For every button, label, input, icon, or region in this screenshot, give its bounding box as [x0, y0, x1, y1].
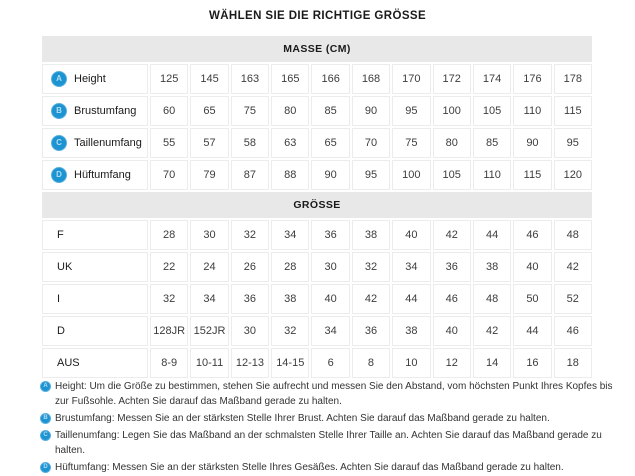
value-cell: 70 — [352, 128, 390, 158]
row-label-cell — [42, 160, 148, 190]
letter-badge-d-icon: D — [51, 167, 67, 183]
letter-badge-a-icon: A — [40, 381, 51, 392]
value-cell: 105 — [473, 96, 511, 126]
value-cell: 125 — [150, 64, 188, 94]
value-cell: 80 — [433, 128, 471, 158]
value-cell: 65 — [190, 96, 228, 126]
value-cell: 46 — [513, 220, 551, 250]
row-label-cell — [42, 316, 148, 346]
value-cell: 32 — [150, 284, 188, 314]
value-cell: 30 — [190, 220, 228, 250]
row-label-text: Height — [74, 73, 106, 85]
value-cell: 80 — [271, 96, 309, 126]
value-cell: 120 — [554, 160, 592, 190]
footnote-item — [40, 379, 618, 409]
value-cell: 14-15 — [271, 348, 309, 378]
value-cell: 88 — [271, 160, 309, 190]
value-cell: 46 — [554, 316, 592, 346]
value-cell: 90 — [352, 96, 390, 126]
value-cell: 44 — [473, 220, 511, 250]
row-label-text: UK — [57, 261, 73, 273]
value-cell: 44 — [392, 284, 430, 314]
value-cell: 36 — [433, 252, 471, 282]
letter-badge-c-icon: C — [51, 135, 67, 151]
value-cell: 36 — [311, 220, 349, 250]
value-cell: 48 — [473, 284, 511, 314]
footnote-item — [40, 428, 618, 458]
value-cell: 32 — [271, 316, 309, 346]
row-label-text: D — [57, 325, 65, 337]
value-cell: 170 — [392, 64, 430, 94]
value-cell: 60 — [150, 96, 188, 126]
value-cell: 16 — [513, 348, 551, 378]
value-cell: 36 — [231, 284, 269, 314]
value-cell: 28 — [271, 252, 309, 282]
letter-badge-c-icon: C — [40, 430, 51, 441]
value-cell: 44 — [513, 316, 551, 346]
value-cell: 57 — [190, 128, 228, 158]
value-cell: 12-13 — [231, 348, 269, 378]
value-cell: 52 — [554, 284, 592, 314]
value-cell: 40 — [311, 284, 349, 314]
value-cell: 18 — [554, 348, 592, 378]
value-cell: 85 — [473, 128, 511, 158]
row-label-cell — [42, 284, 148, 314]
value-cell: 75 — [392, 128, 430, 158]
value-cell: 26 — [231, 252, 269, 282]
value-cell: 110 — [513, 96, 551, 126]
row-label-text: I — [57, 293, 61, 305]
value-cell: 36 — [352, 316, 390, 346]
row-label-text: Taillenumfang — [74, 137, 142, 149]
value-cell: 22 — [150, 252, 188, 282]
value-cell: 163 — [231, 64, 269, 94]
letter-badge-b-icon: B — [40, 413, 51, 424]
value-cell: 40 — [513, 252, 551, 282]
value-cell: 63 — [271, 128, 309, 158]
letter-badge-d-icon: D — [40, 462, 51, 473]
value-cell: 166 — [311, 64, 349, 94]
value-cell: 79 — [190, 160, 228, 190]
value-cell: 85 — [311, 96, 349, 126]
value-cell: 38 — [271, 284, 309, 314]
value-cell: 65 — [311, 128, 349, 158]
value-cell: 30 — [311, 252, 349, 282]
footnote-item — [40, 411, 618, 426]
value-cell: 145 — [190, 64, 228, 94]
value-cell: 6 — [311, 348, 349, 378]
sizes-section-header: GRÖSSE — [42, 192, 592, 218]
measurements-table — [42, 64, 592, 190]
value-cell: 10 — [392, 348, 430, 378]
value-cell: 28 — [150, 220, 188, 250]
value-cell: 152JR — [190, 316, 228, 346]
value-cell: 165 — [271, 64, 309, 94]
page-title: WÄHLEN SIE DIE RICHTIGE GRÖSSE — [208, 10, 427, 22]
value-cell: 174 — [473, 64, 511, 94]
footnote-text: Taillenumfang: Legen Sie das Maßband an der schmalsten Stelle Ihrer Taille an. Achten Sie darauf das Maßband gerade zu halten. — [55, 430, 602, 456]
row-label-text: AUS — [57, 357, 80, 369]
value-cell: 40 — [392, 220, 430, 250]
value-cell: 95 — [352, 160, 390, 190]
footnote-text: Height: Um die Größe zu bestimmen, stehen Sie aufrecht und messen Sie den Abstand, vom höchsten Punkt Ihres Kopfes bis zur Fußsohle. Achten Sie darauf das Maßband gerade zu halten. — [55, 381, 613, 407]
row-label-text: Brustumfang — [74, 105, 137, 117]
footnote-text: Brustumfang: Messen Sie an der stärksten Stelle Ihrer Brust. Achten Sie darauf das Maßband gerade zu halten. — [55, 413, 550, 424]
value-cell: 50 — [513, 284, 551, 314]
value-cell: 87 — [231, 160, 269, 190]
footnotes — [40, 379, 618, 476]
footnote-item — [40, 460, 618, 475]
value-cell: 75 — [231, 96, 269, 126]
value-cell: 42 — [554, 252, 592, 282]
value-cell: 110 — [473, 160, 511, 190]
value-cell: 8 — [352, 348, 390, 378]
value-cell: 128JR — [150, 316, 188, 346]
value-cell: 90 — [311, 160, 349, 190]
value-cell: 105 — [433, 160, 471, 190]
value-cell: 40 — [433, 316, 471, 346]
value-cell: 34 — [271, 220, 309, 250]
value-cell: 42 — [433, 220, 471, 250]
row-label-cell — [42, 220, 148, 250]
value-cell: 14 — [473, 348, 511, 378]
value-cell: 42 — [352, 284, 390, 314]
value-cell: 70 — [150, 160, 188, 190]
value-cell: 95 — [392, 96, 430, 126]
value-cell: 100 — [433, 96, 471, 126]
value-cell: 58 — [231, 128, 269, 158]
row-label-cell — [42, 348, 148, 378]
value-cell: 55 — [150, 128, 188, 158]
row-label-cell — [42, 96, 148, 126]
row-label-cell — [42, 252, 148, 282]
row-label-text: F — [57, 229, 64, 241]
value-cell: 32 — [231, 220, 269, 250]
measurements-section-header: MASSE (CM) — [42, 36, 592, 62]
value-cell: 30 — [231, 316, 269, 346]
row-label-text: Hüftumfang — [74, 169, 131, 181]
footnote-text: Hüftumfang: Messen Sie an der stärksten Stelle Ihres Gesäßes. Achten Sie darauf das Maßband gerade zu halten. — [55, 462, 564, 473]
value-cell: 95 — [554, 128, 592, 158]
value-cell: 172 — [433, 64, 471, 94]
value-cell: 38 — [352, 220, 390, 250]
value-cell: 115 — [554, 96, 592, 126]
value-cell: 38 — [473, 252, 511, 282]
sizes-table — [42, 220, 592, 378]
value-cell: 8-9 — [150, 348, 188, 378]
value-cell: 178 — [554, 64, 592, 94]
letter-badge-b-icon: B — [51, 103, 67, 119]
value-cell: 46 — [433, 284, 471, 314]
value-cell: 100 — [392, 160, 430, 190]
value-cell: 90 — [513, 128, 551, 158]
value-cell: 42 — [473, 316, 511, 346]
row-label-cell — [42, 128, 148, 158]
value-cell: 24 — [190, 252, 228, 282]
value-cell: 176 — [513, 64, 551, 94]
row-label-cell — [42, 64, 148, 94]
value-cell: 12 — [433, 348, 471, 378]
value-cell: 34 — [190, 284, 228, 314]
value-cell: 38 — [392, 316, 430, 346]
value-cell: 34 — [392, 252, 430, 282]
value-cell: 168 — [352, 64, 390, 94]
value-cell: 34 — [311, 316, 349, 346]
value-cell: 10-11 — [190, 348, 228, 378]
letter-badge-a-icon: A — [51, 71, 67, 87]
value-cell: 115 — [513, 160, 551, 190]
value-cell: 32 — [352, 252, 390, 282]
value-cell: 48 — [554, 220, 592, 250]
size-guide-tables — [42, 36, 592, 378]
